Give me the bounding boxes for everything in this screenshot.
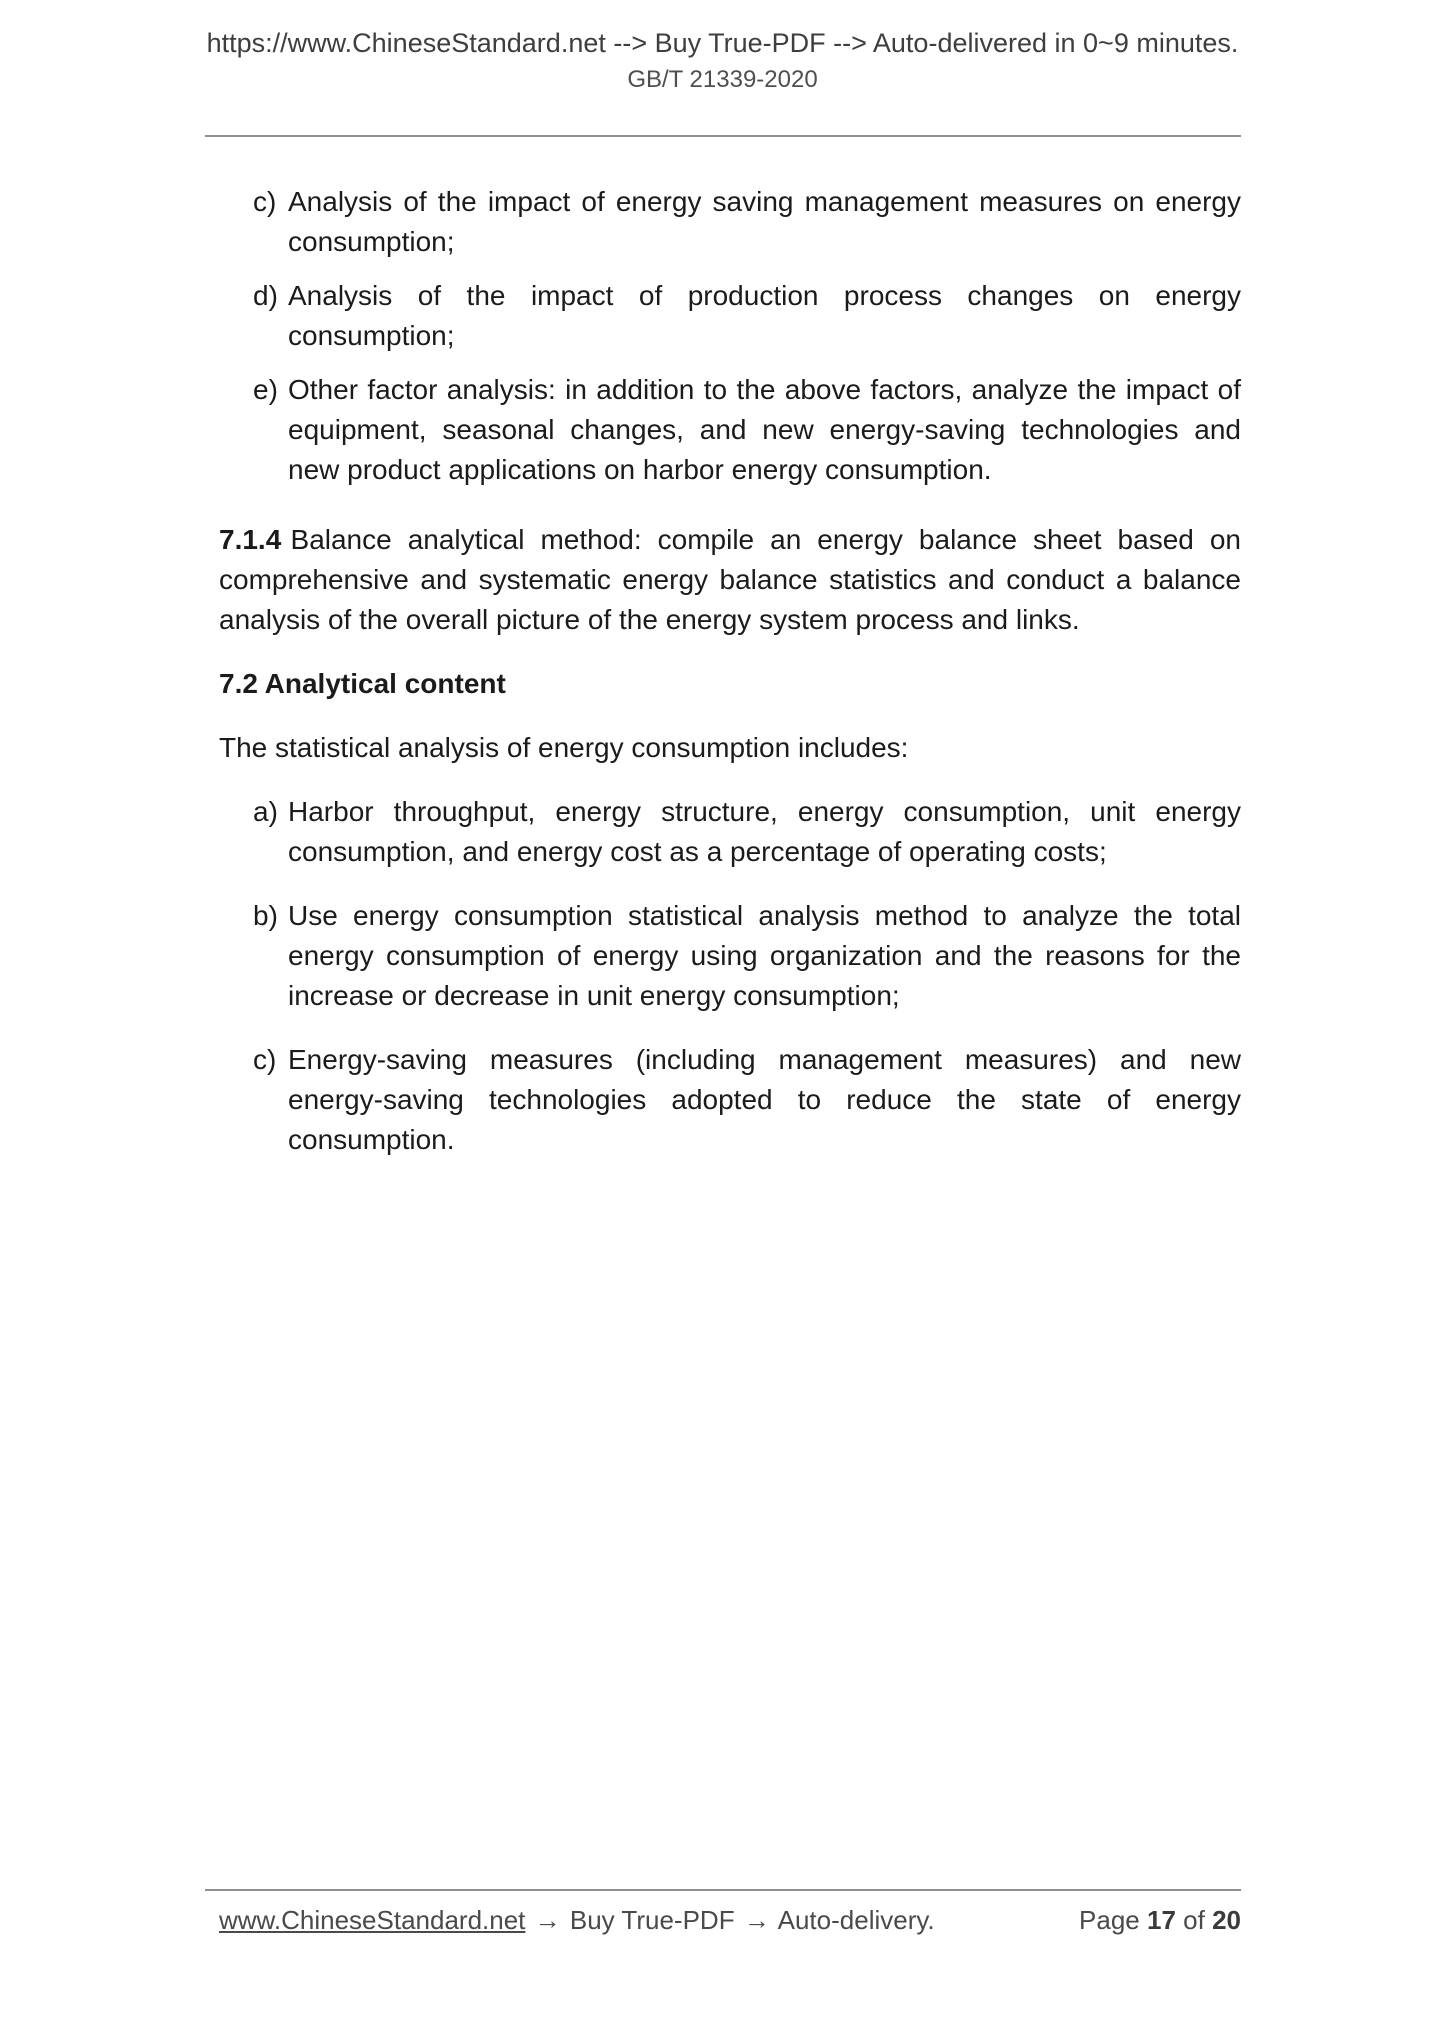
list-label: b)	[253, 900, 278, 931]
arrow-icon: →	[534, 1905, 561, 1935]
paragraph-7-1-4	[219, 520, 1241, 640]
list-text: Use energy consumption statistical analysis method to analyze the total energy consumption of energy using organization and the reasons for the increase or decrease in unit energy consumption;	[288, 900, 1241, 1011]
header-divider	[205, 135, 1241, 137]
list-label: c)	[253, 1044, 277, 1075]
page-label: Page	[1079, 1905, 1140, 1935]
list-label: a)	[253, 796, 278, 827]
footer-link[interactable]: www.ChineseStandard.net	[219, 1905, 526, 1935]
footer-divider	[205, 1889, 1241, 1891]
list-text: Energy-saving measures (including management measures) and new energy-saving technologies adopted to reduce the state of energy consumption.	[288, 1044, 1241, 1155]
clause-number: 7.1.4	[219, 524, 282, 555]
list-item-a	[219, 792, 1241, 872]
list-label: d)	[253, 280, 278, 311]
list-item-c2	[219, 1040, 1241, 1160]
header-url-line: https://www.ChineseStandard.net --> Buy True-PDF --> Auto-delivered in 0~9 minutes.	[206, 28, 1239, 58]
list-item-d	[219, 276, 1241, 356]
list-text: Harbor throughput, energy structure, energy consumption, unit energy consumption, and energy cost as a percentage of operating costs;	[288, 796, 1241, 867]
arrow-icon: →	[743, 1905, 770, 1935]
list-item-c	[219, 182, 1241, 262]
list-text: Analysis of the impact of energy saving management measures on energy consumption;	[288, 186, 1241, 257]
page-header	[0, 26, 1445, 95]
page-number	[1079, 1905, 1241, 1936]
list-text: Other factor analysis: in addition to the above factors, analyze the impact of equipment, seasonal changes, and new energy-saving technologies and new product applications on harbor energy consumption.	[288, 374, 1241, 485]
list-label: c)	[253, 186, 277, 217]
list-label: e)	[253, 374, 278, 405]
footer-delivery-text: Auto-delivery.	[777, 1905, 935, 1935]
list-item-b	[219, 896, 1241, 1016]
list-item-e	[219, 370, 1241, 490]
document-body	[219, 182, 1241, 1160]
page-footer	[219, 1905, 1241, 1936]
list-text: Analysis of the impact of production process changes on energy consumption;	[288, 280, 1241, 351]
footer-buy-text: Buy True-PDF	[569, 1905, 735, 1935]
heading-7-2: 7.2 Analytical content	[219, 668, 506, 699]
header-doc-number: GB/T 21339-2020	[627, 66, 818, 93]
footer-source-line	[219, 1905, 935, 1936]
clause-text: Balance analytical method: compile an energy balance sheet based on comprehensive and systematic energy balance statistics and conduct a balance analysis of the overall picture of the energy system process and links.	[219, 524, 1241, 635]
page-total: 20	[1212, 1905, 1241, 1935]
intro-paragraph: The statistical analysis of energy consumption includes:	[219, 732, 909, 763]
page-current: 17	[1147, 1905, 1176, 1935]
of-label: of	[1183, 1905, 1205, 1935]
